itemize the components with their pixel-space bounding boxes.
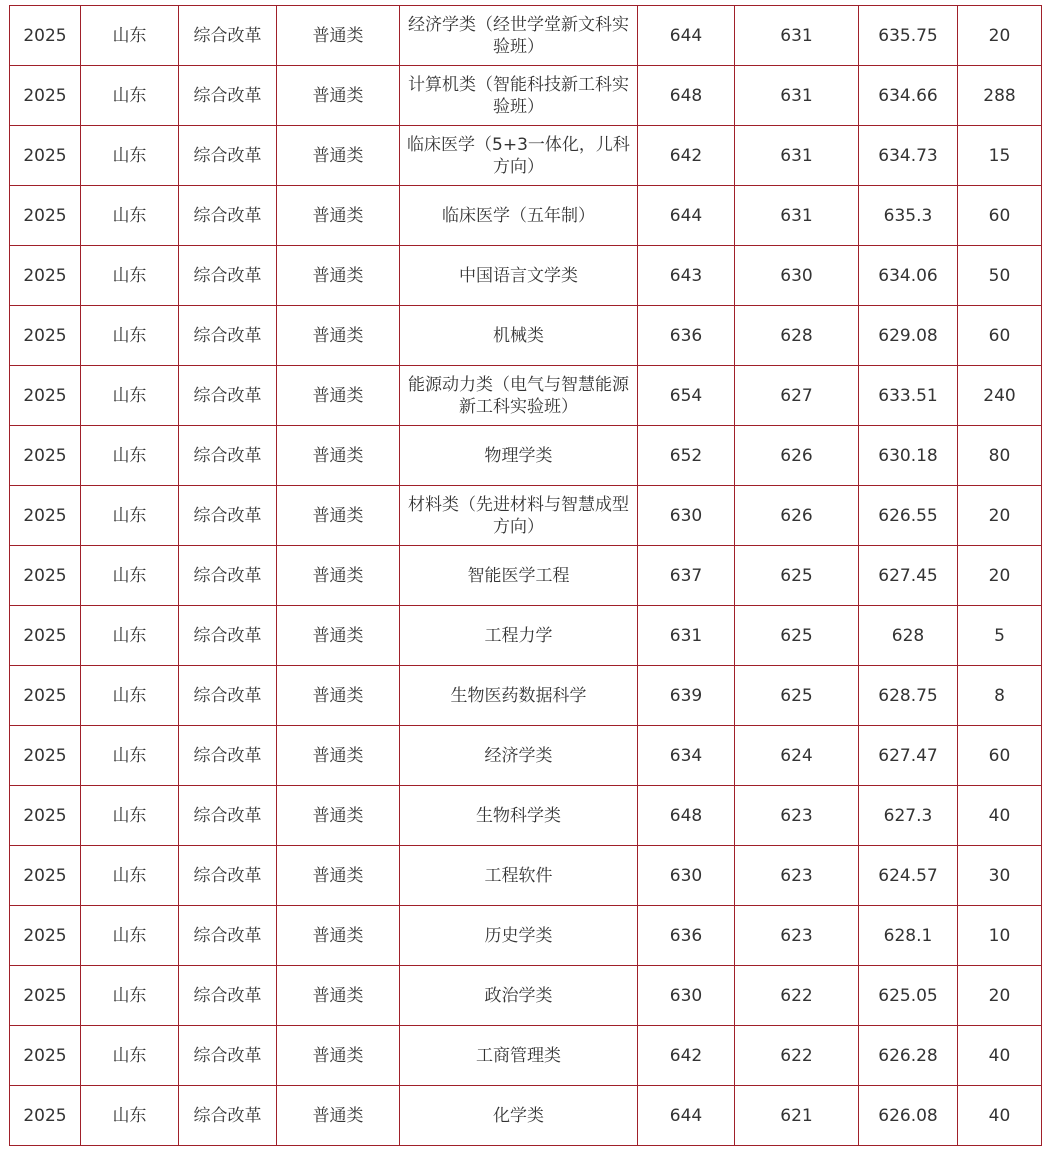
cell-batch: 综合改革 [179,366,277,426]
cell-min-score: 624 [735,726,859,786]
cell-max-score: 636 [638,306,735,366]
cell-avg-score: 634.66 [859,66,958,126]
cell-avg-score: 625.05 [859,966,958,1026]
cell-max-score: 644 [638,1086,735,1146]
table-row [10,846,1042,906]
cell-avg-score: 627.45 [859,546,958,606]
table-row [10,966,1042,1026]
cell-avg-score: 626.28 [859,1026,958,1086]
cell-year: 2025 [10,306,81,366]
cell-avg-score: 633.51 [859,366,958,426]
cell-province: 山东 [81,486,179,546]
cell-year: 2025 [10,126,81,186]
cell-batch: 综合改革 [179,546,277,606]
cell-category: 普通类 [277,66,400,126]
cell-year: 2025 [10,1086,81,1146]
cell-min-score: 631 [735,186,859,246]
cell-category: 普通类 [277,606,400,666]
cell-province: 山东 [81,546,179,606]
cell-plan-count: 20 [958,486,1042,546]
cell-province: 山东 [81,906,179,966]
cell-major: 计算机类（智能科技新工科实验班） [400,66,638,126]
cell-plan-count: 40 [958,786,1042,846]
cell-max-score: 630 [638,966,735,1026]
cell-year: 2025 [10,426,81,486]
cell-province: 山东 [81,1026,179,1086]
cell-max-score: 644 [638,6,735,66]
cell-batch: 综合改革 [179,1026,277,1086]
table-row [10,66,1042,126]
table-row [10,606,1042,666]
cell-category: 普通类 [277,546,400,606]
cell-min-score: 626 [735,486,859,546]
cell-province: 山东 [81,186,179,246]
cell-province: 山东 [81,366,179,426]
cell-avg-score: 626.08 [859,1086,958,1146]
cell-category: 普通类 [277,726,400,786]
cell-batch: 综合改革 [179,666,277,726]
cell-year: 2025 [10,906,81,966]
cell-major: 历史学类 [400,906,638,966]
cell-major: 材料类（先进材料与智慧成型方向） [400,486,638,546]
cell-min-score: 625 [735,546,859,606]
cell-avg-score: 634.73 [859,126,958,186]
table-row [10,306,1042,366]
cell-plan-count: 15 [958,126,1042,186]
cell-min-score: 625 [735,666,859,726]
cell-max-score: 637 [638,546,735,606]
cell-year: 2025 [10,186,81,246]
cell-category: 普通类 [277,6,400,66]
cell-major: 经济学类（经世学堂新文科实验班） [400,6,638,66]
cell-province: 山东 [81,846,179,906]
cell-min-score: 630 [735,246,859,306]
cell-batch: 综合改革 [179,426,277,486]
cell-min-score: 628 [735,306,859,366]
cell-major: 中国语言文学类 [400,246,638,306]
cell-min-score: 623 [735,906,859,966]
cell-major: 机械类 [400,306,638,366]
cell-province: 山东 [81,66,179,126]
cell-max-score: 630 [638,486,735,546]
table-row [10,546,1042,606]
cell-avg-score: 627.47 [859,726,958,786]
cell-batch: 综合改革 [179,66,277,126]
cell-province: 山东 [81,306,179,366]
cell-plan-count: 5 [958,606,1042,666]
cell-batch: 综合改革 [179,846,277,906]
cell-max-score: 648 [638,786,735,846]
cell-category: 普通类 [277,786,400,846]
cell-plan-count: 30 [958,846,1042,906]
cell-batch: 综合改革 [179,1086,277,1146]
table-body [10,6,1042,1146]
cell-avg-score: 635.3 [859,186,958,246]
cell-min-score: 623 [735,786,859,846]
cell-category: 普通类 [277,126,400,186]
cell-max-score: 644 [638,186,735,246]
cell-batch: 综合改革 [179,906,277,966]
table-row [10,666,1042,726]
cell-plan-count: 60 [958,306,1042,366]
cell-category: 普通类 [277,186,400,246]
cell-plan-count: 50 [958,246,1042,306]
cell-plan-count: 20 [958,6,1042,66]
cell-plan-count: 10 [958,906,1042,966]
cell-year: 2025 [10,786,81,846]
cell-year: 2025 [10,966,81,1026]
cell-major: 生物科学类 [400,786,638,846]
cell-major: 工商管理类 [400,1026,638,1086]
cell-year: 2025 [10,606,81,666]
cell-plan-count: 240 [958,366,1042,426]
cell-batch: 综合改革 [179,126,277,186]
cell-max-score: 652 [638,426,735,486]
table-row [10,186,1042,246]
cell-plan-count: 40 [958,1086,1042,1146]
cell-category: 普通类 [277,486,400,546]
admission-scores-table [9,5,1042,1146]
cell-province: 山东 [81,6,179,66]
cell-max-score: 642 [638,126,735,186]
table-row [10,246,1042,306]
cell-avg-score: 627.3 [859,786,958,846]
cell-avg-score: 624.57 [859,846,958,906]
table-row [10,726,1042,786]
table-row [10,366,1042,426]
cell-max-score: 634 [638,726,735,786]
cell-year: 2025 [10,1026,81,1086]
cell-category: 普通类 [277,906,400,966]
table-row [10,6,1042,66]
cell-min-score: 631 [735,6,859,66]
cell-plan-count: 288 [958,66,1042,126]
cell-min-score: 625 [735,606,859,666]
cell-min-score: 631 [735,126,859,186]
cell-batch: 综合改革 [179,6,277,66]
admission-scores-table-container [9,5,1042,1146]
table-row [10,126,1042,186]
cell-year: 2025 [10,366,81,426]
cell-avg-score: 634.06 [859,246,958,306]
cell-category: 普通类 [277,666,400,726]
cell-province: 山东 [81,786,179,846]
cell-major: 临床医学（五年制） [400,186,638,246]
table-row [10,486,1042,546]
cell-year: 2025 [10,486,81,546]
cell-max-score: 643 [638,246,735,306]
cell-max-score: 630 [638,846,735,906]
cell-avg-score: 629.08 [859,306,958,366]
cell-plan-count: 60 [958,726,1042,786]
cell-year: 2025 [10,246,81,306]
cell-province: 山东 [81,666,179,726]
cell-plan-count: 20 [958,546,1042,606]
cell-category: 普通类 [277,306,400,366]
cell-year: 2025 [10,846,81,906]
cell-min-score: 627 [735,366,859,426]
cell-major: 能源动力类（电气与智慧能源新工科实验班） [400,366,638,426]
cell-plan-count: 40 [958,1026,1042,1086]
cell-major: 物理学类 [400,426,638,486]
cell-avg-score: 628.1 [859,906,958,966]
cell-year: 2025 [10,66,81,126]
cell-min-score: 621 [735,1086,859,1146]
cell-major: 智能医学工程 [400,546,638,606]
table-row [10,906,1042,966]
cell-category: 普通类 [277,366,400,426]
cell-plan-count: 8 [958,666,1042,726]
cell-batch: 综合改革 [179,246,277,306]
cell-category: 普通类 [277,426,400,486]
cell-min-score: 623 [735,846,859,906]
cell-year: 2025 [10,546,81,606]
cell-category: 普通类 [277,246,400,306]
cell-major: 生物医药数据科学 [400,666,638,726]
cell-major: 经济学类 [400,726,638,786]
cell-province: 山东 [81,966,179,1026]
cell-province: 山东 [81,606,179,666]
cell-major: 化学类 [400,1086,638,1146]
cell-max-score: 636 [638,906,735,966]
cell-plan-count: 80 [958,426,1042,486]
cell-max-score: 631 [638,606,735,666]
cell-batch: 综合改革 [179,186,277,246]
table-row [10,786,1042,846]
cell-min-score: 631 [735,66,859,126]
cell-year: 2025 [10,666,81,726]
cell-province: 山东 [81,246,179,306]
cell-major: 政治学类 [400,966,638,1026]
table-row [10,426,1042,486]
cell-min-score: 622 [735,966,859,1026]
cell-year: 2025 [10,6,81,66]
cell-avg-score: 628.75 [859,666,958,726]
cell-avg-score: 630.18 [859,426,958,486]
table-row [10,1086,1042,1146]
cell-max-score: 639 [638,666,735,726]
cell-province: 山东 [81,126,179,186]
cell-plan-count: 60 [958,186,1042,246]
cell-major: 临床医学（5+3一体化，儿科方向） [400,126,638,186]
cell-batch: 综合改革 [179,786,277,846]
cell-batch: 综合改革 [179,486,277,546]
cell-province: 山东 [81,1086,179,1146]
cell-province: 山东 [81,726,179,786]
cell-batch: 综合改革 [179,966,277,1026]
cell-batch: 综合改革 [179,726,277,786]
cell-province: 山东 [81,426,179,486]
cell-max-score: 642 [638,1026,735,1086]
cell-min-score: 626 [735,426,859,486]
cell-plan-count: 20 [958,966,1042,1026]
cell-min-score: 622 [735,1026,859,1086]
cell-max-score: 648 [638,66,735,126]
cell-batch: 综合改革 [179,606,277,666]
cell-max-score: 654 [638,366,735,426]
table-row [10,1026,1042,1086]
cell-category: 普通类 [277,966,400,1026]
cell-major: 工程软件 [400,846,638,906]
cell-avg-score: 628 [859,606,958,666]
cell-category: 普通类 [277,846,400,906]
cell-batch: 综合改革 [179,306,277,366]
cell-year: 2025 [10,726,81,786]
cell-category: 普通类 [277,1026,400,1086]
cell-avg-score: 635.75 [859,6,958,66]
cell-category: 普通类 [277,1086,400,1146]
cell-major: 工程力学 [400,606,638,666]
cell-avg-score: 626.55 [859,486,958,546]
